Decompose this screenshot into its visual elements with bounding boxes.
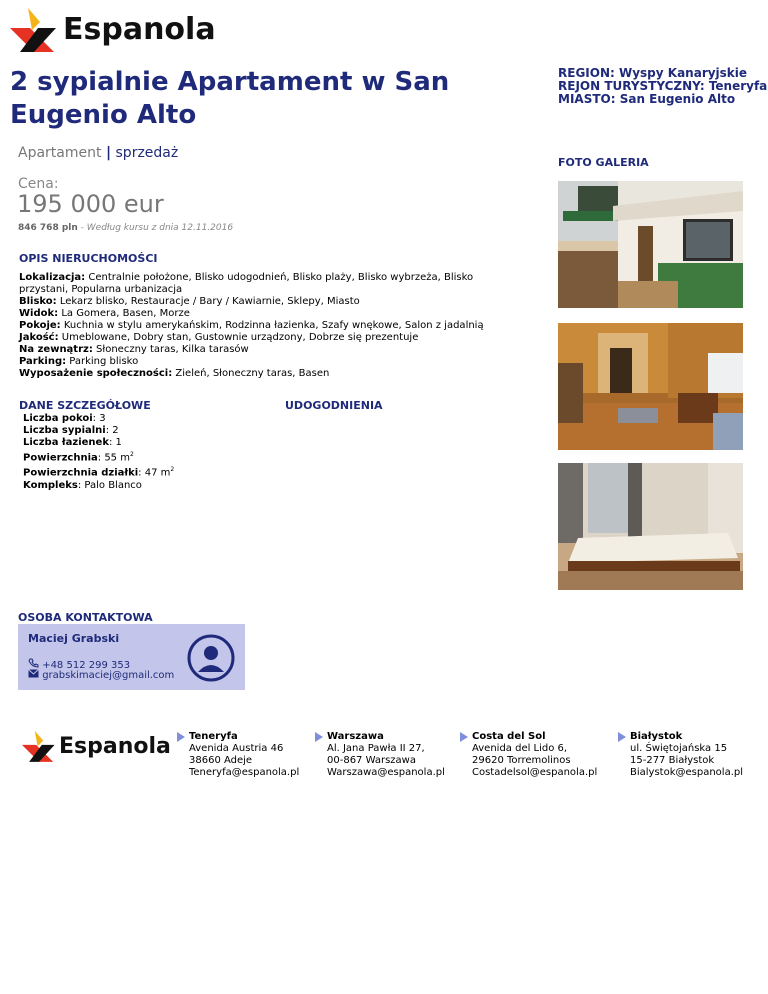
office-email[interactable]: Teneryfa@espanola.pl [189,767,300,778]
office-city: Costa del Sol [472,731,546,742]
gallery-heading: FOTO GALERIA [558,156,649,169]
price-pln-value: 846 768 pln [18,223,78,233]
office-address: Avenida Austria 46 [189,743,284,754]
office-address: Avenida del Lido 6, [472,743,568,754]
brand-name: Espanola [63,12,216,47]
envelope-icon [28,669,39,678]
gallery-photo-bedroom[interactable] [558,463,743,590]
price-pln [18,223,233,233]
detail-row: Powierzchnia: 55 $m^2$ [23,451,134,464]
phone-icon [28,658,39,668]
office-email[interactable]: Bialystok@espanola.pl [630,767,744,778]
brand-logo-icon [10,8,58,54]
location-info [558,67,768,106]
price-value: 195 000 eur [17,190,164,218]
desc-row: Wyposażenie społeczności: Zieleń, Słoneczny taras, Basen [19,368,330,379]
office-postal: 15-277 Białystok [630,755,715,766]
footer-logo[interactable] [22,730,172,768]
details-list [23,413,263,492]
property-type [18,145,178,161]
bullet-triangle-icon [177,732,185,742]
desc-row: Widok: La Gomera, Basen, Morze [19,308,190,319]
gallery-photo-terrace[interactable] [558,181,743,308]
contact-phone[interactable]: +48 512 299 353 [28,658,130,671]
bullet-triangle-icon [460,732,468,742]
contact-name: Maciej Grabski [28,632,120,645]
detail-row: Liczba pokoi: 3 [23,413,106,424]
bullet-triangle-icon [618,732,626,742]
office-city: Teneryfa [189,731,238,742]
detail-row: Liczba łazienek: 1 [23,437,122,448]
office-postal: 00-867 Warszawa [327,755,416,766]
price-pln-note: - Według kursu z dnia 12.11.2016 [80,223,234,233]
detail-row: Kompleks: Palo Blanco [23,479,142,491]
office-address: ul. Świętojańska 15 [630,743,728,754]
office-warszawa [315,731,455,779]
brand-logo[interactable] [10,8,216,54]
office-city: Białystok [630,731,683,742]
price-label: Cena: [18,176,59,192]
description-heading: OPIS NIERUCHOMOŚCI [19,252,158,265]
office-costa-del-sol [460,731,610,779]
desc-row: Parking: Parking blisko [19,356,139,367]
contact-email[interactable]: grabskimaciej@gmail.com [28,669,174,681]
user-avatar-icon [187,634,235,682]
details-heading: DANE SZCZEGÓŁOWE [19,399,151,412]
office-address: Al. Jana Pawła II 27, [327,743,425,754]
region-line: REGION: Wyspy Kanaryjskie [558,66,748,80]
contact-card [18,624,245,690]
desc-row: Pokoje: Kuchnia w stylu amerykańskim, Rodzinna łazienka, Szafy wnękowe, Salon z jadalnią [19,320,484,331]
property-type-label: Apartament [18,145,102,161]
bullet-triangle-icon [315,732,323,742]
type-separator: | [105,145,112,161]
deal-type: sprzedaż [115,145,179,161]
desc-row: Lokalizacja: Centralnie położone, Blisko udogodnień, Blisko plaży, Blisko wybrzeża, Blisko przystani, Popularna urbanizacja [19,272,474,295]
contact-heading: OSOBA KONTAKTOWA [18,611,153,624]
office-teneryfa [177,731,312,779]
office-postal: 29620 Torremolinos [472,755,571,766]
detail-row: Powierzchnia działki: 47 $m^2$ [23,466,175,479]
city-line: MIASTO: San Eugenio Alto [558,92,736,106]
desc-row: Na zewnątrz: Słoneczny taras, Kilka tarasów [19,344,249,355]
office-email[interactable]: Costadelsol@espanola.pl [472,767,598,778]
office-bialystok [618,731,763,779]
amenities-heading: UDOGODNIENIA [285,399,383,412]
district-line: REJON TURYSTYCZNY: Teneryfa [558,79,768,93]
description-list [19,272,519,380]
office-email[interactable]: Warszawa@espanola.pl [327,767,445,778]
page-title: 2 sypialnie Apartament w San Eugenio Alto [10,67,450,130]
desc-row: Blisko: Lekarz blisko, Restauracje / Bary / Kawiarnie, Sklepy, Miasto [19,296,360,307]
footer-logo-icon [22,730,56,764]
office-city: Warszawa [327,731,384,742]
gallery-photo-living-room[interactable] [558,323,743,450]
office-postal: 38660 Adeje [189,755,253,766]
footer-brand-name: Espanola [59,734,171,759]
desc-row: Jakość: Umeblowane, Dobry stan, Gustownie urządzony, Dobrze się prezentuje [19,332,419,343]
detail-row: Liczba sypialni: 2 [23,425,119,436]
